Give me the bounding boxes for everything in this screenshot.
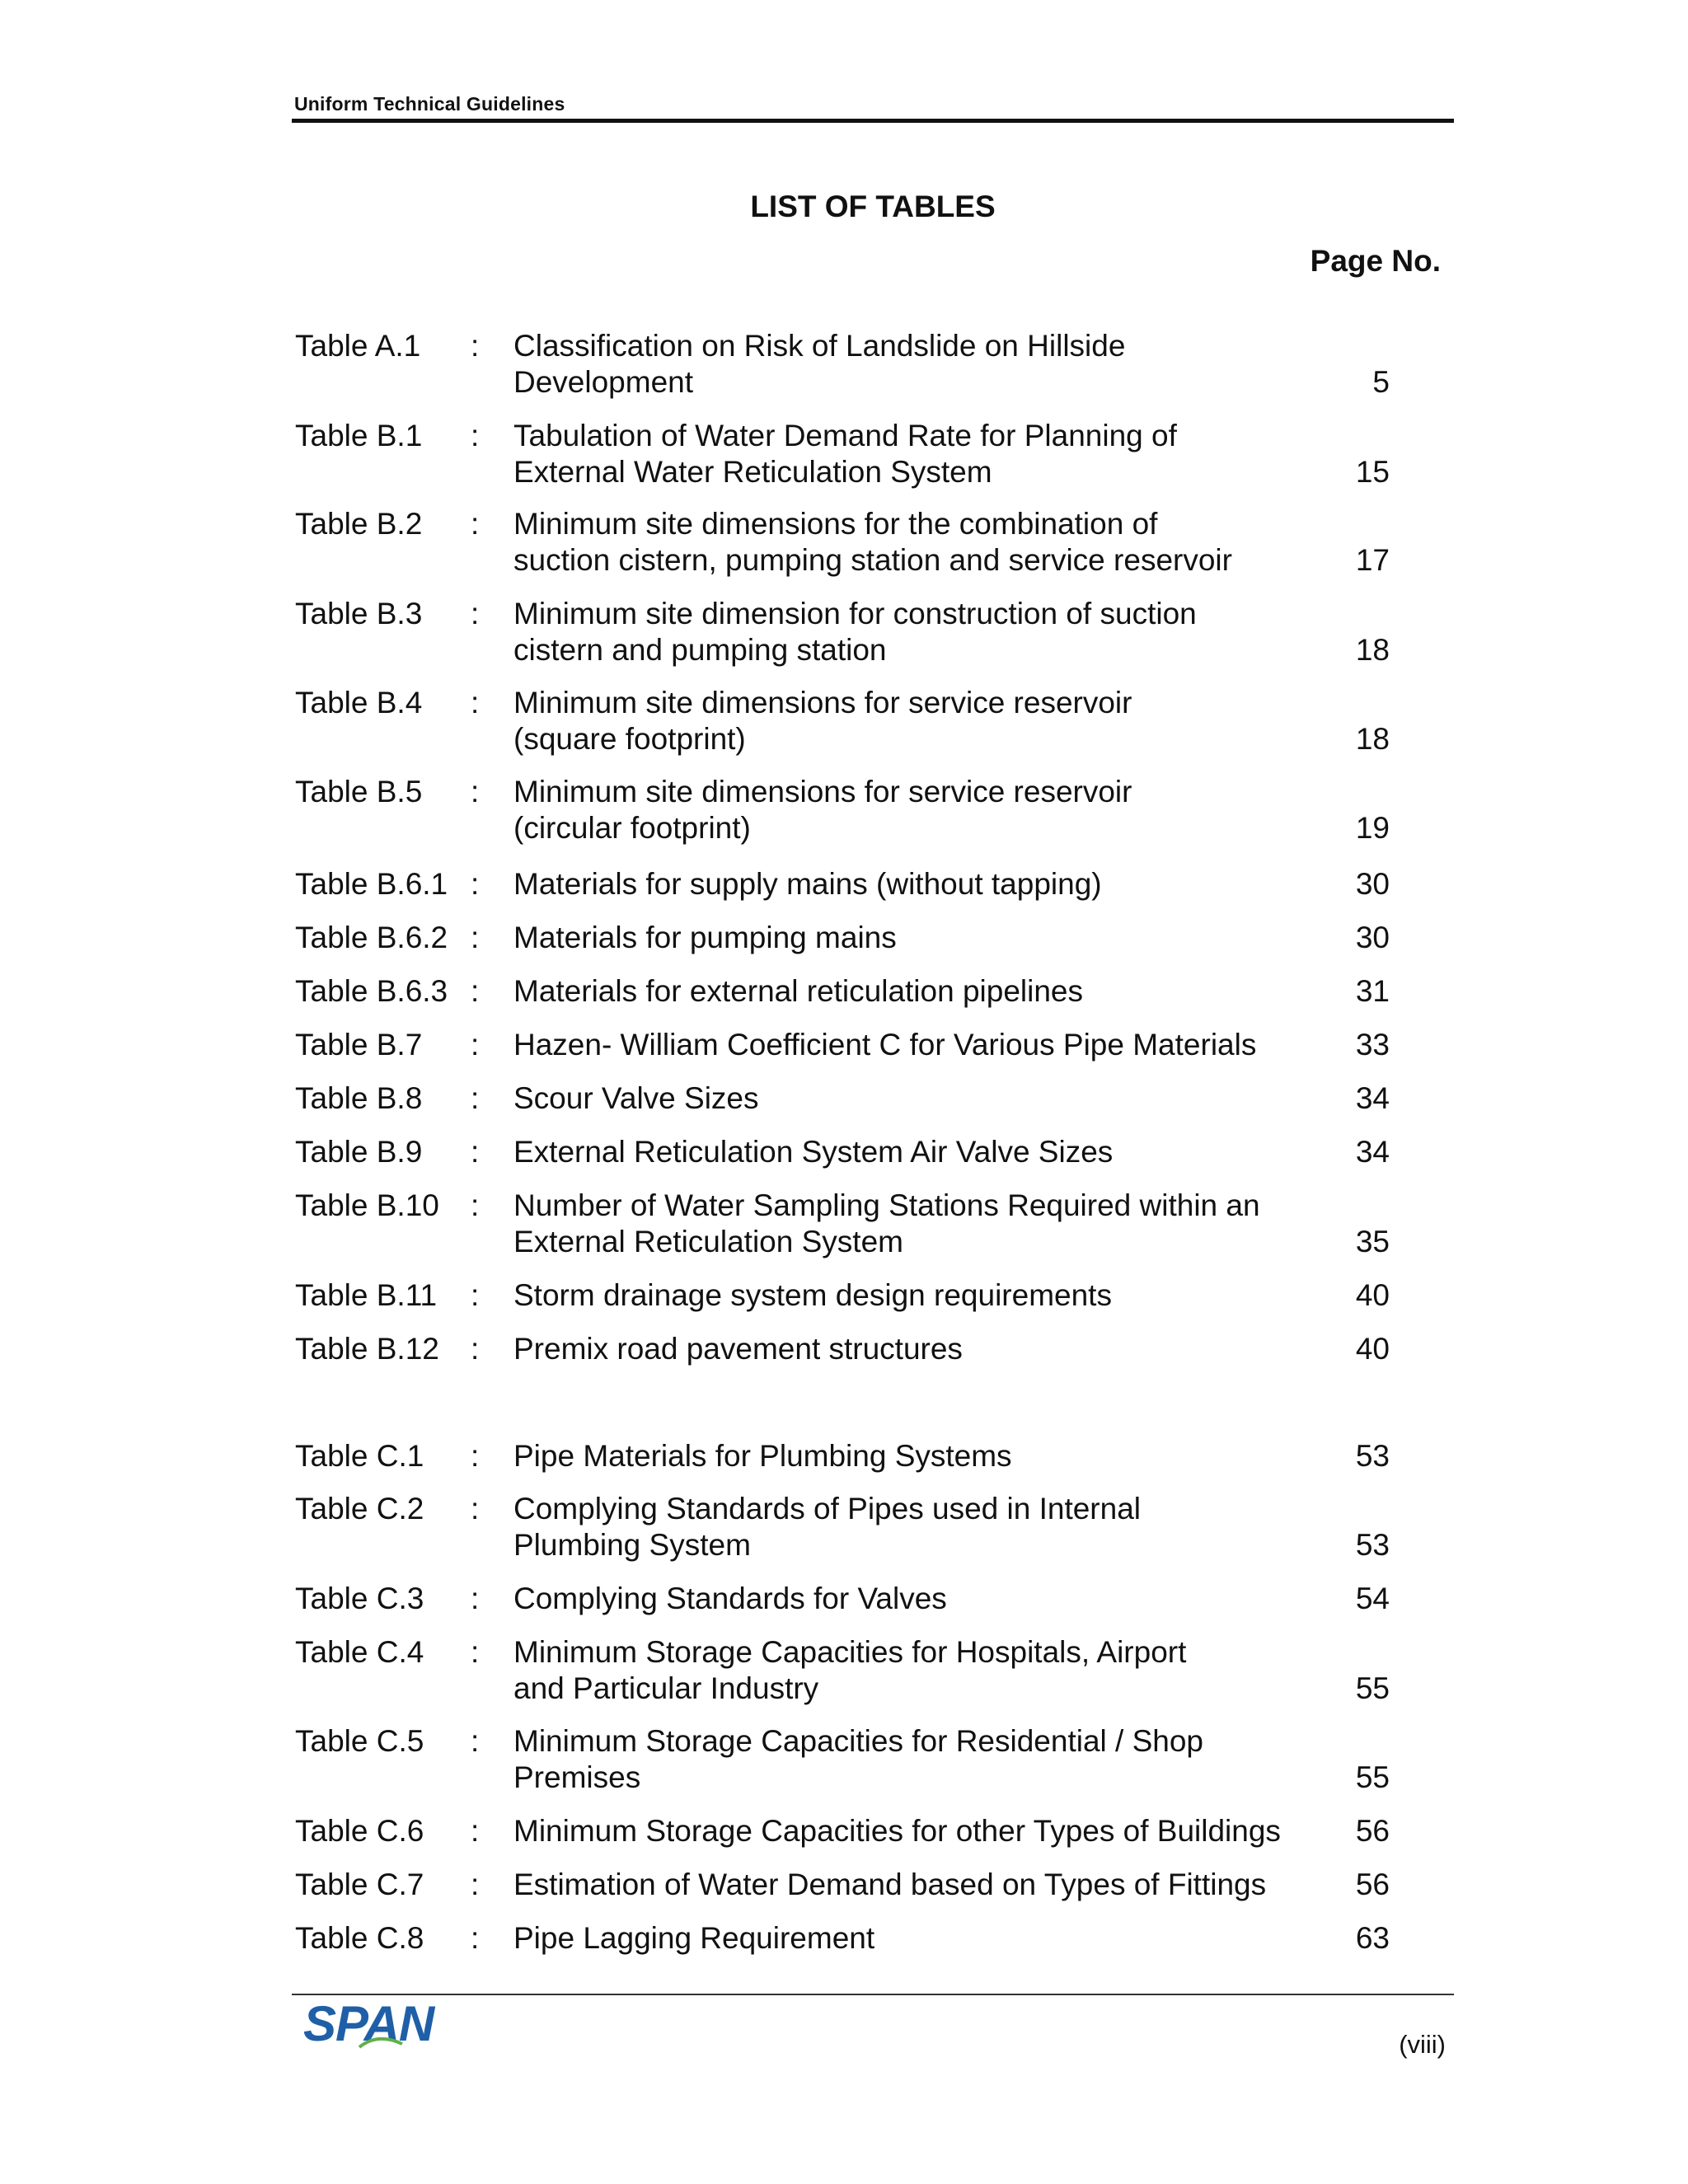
page-ref: 56 bbox=[1355, 1814, 1390, 1848]
table-title-line: Hazen- William Coefficient C for Various Pipe Materials bbox=[513, 1028, 1257, 1062]
table-title bbox=[513, 685, 1338, 757]
separator-colon: : bbox=[471, 775, 480, 808]
table-title-line: Minimum site dimensions for service reservoir bbox=[513, 686, 1132, 719]
table-title bbox=[513, 774, 1338, 846]
table-title bbox=[513, 1331, 1338, 1367]
table-title bbox=[513, 1134, 1338, 1170]
table-label: Table B.2 bbox=[295, 507, 423, 541]
page-ref: 54 bbox=[1355, 1582, 1390, 1615]
separator-colon: : bbox=[471, 1332, 480, 1366]
table-label: Table B.7 bbox=[295, 1028, 423, 1062]
table-title-line: Premises bbox=[513, 1760, 641, 1794]
separator-colon: : bbox=[471, 1081, 480, 1115]
table-label: Table B.4 bbox=[295, 686, 423, 719]
table-title-line: Complying Standards for Valves bbox=[513, 1582, 947, 1615]
header-rule bbox=[292, 119, 1454, 123]
table-title-line: suction cistern, pumping station and service reservoir bbox=[513, 543, 1232, 577]
separator-colon: : bbox=[471, 1439, 480, 1473]
table-label: Table C.8 bbox=[295, 1921, 424, 1955]
table-title-line: Materials for supply mains (without tapping) bbox=[513, 867, 1102, 901]
separator-colon: : bbox=[471, 1278, 480, 1312]
page-no-column-heading: Page No. bbox=[1310, 244, 1441, 278]
table-title bbox=[513, 1188, 1338, 1260]
table-label: Table B.12 bbox=[295, 1332, 439, 1366]
table-label: Table B.3 bbox=[295, 597, 423, 630]
page-ref: 18 bbox=[1355, 722, 1390, 756]
table-label: Table C.6 bbox=[295, 1814, 424, 1848]
separator-colon: : bbox=[471, 597, 480, 630]
separator-colon: : bbox=[471, 686, 480, 719]
table-title-line: Minimum Storage Capacities for other Types of Buildings bbox=[513, 1814, 1281, 1848]
table-label: Table B.6.3 bbox=[295, 974, 448, 1008]
table-title bbox=[513, 506, 1338, 579]
separator-colon: : bbox=[471, 507, 480, 541]
table-title bbox=[513, 1813, 1338, 1849]
page-number: (viii) bbox=[1399, 2030, 1446, 2059]
table-label: Table B.5 bbox=[295, 775, 423, 808]
page-ref: 55 bbox=[1355, 1671, 1390, 1705]
page-ref: 30 bbox=[1355, 867, 1390, 901]
separator-colon: : bbox=[471, 1921, 480, 1955]
separator-colon: : bbox=[471, 419, 480, 452]
table-label: Table B.8 bbox=[295, 1081, 423, 1115]
table-label: Table A.1 bbox=[295, 329, 421, 363]
table-title-line: Development bbox=[513, 365, 694, 399]
separator-colon: : bbox=[471, 1582, 480, 1615]
table-title-line: Minimum site dimensions for service reservoir bbox=[513, 775, 1132, 808]
separator-colon: : bbox=[471, 1188, 480, 1222]
page-ref: 33 bbox=[1355, 1028, 1390, 1062]
table-title-line: (square footprint) bbox=[513, 722, 746, 756]
table-title bbox=[513, 1920, 1338, 1957]
page-ref: 63 bbox=[1355, 1921, 1390, 1955]
table-title-line: External Reticulation System Air Valve Sizes bbox=[513, 1135, 1114, 1169]
span-logo bbox=[302, 1996, 446, 2052]
table-title bbox=[513, 920, 1338, 956]
table-title bbox=[513, 1080, 1338, 1117]
table-title-line: Minimum Storage Capacities for Hospitals, Airport bbox=[513, 1635, 1187, 1669]
table-title bbox=[513, 596, 1338, 668]
page-ref: 19 bbox=[1355, 811, 1390, 845]
table-label: Table C.2 bbox=[295, 1492, 424, 1526]
table-title-line: Materials for pumping mains bbox=[513, 921, 897, 954]
table-title-line: Plumbing System bbox=[513, 1528, 751, 1562]
table-label: Table B.1 bbox=[295, 419, 423, 452]
page-ref: 31 bbox=[1355, 974, 1390, 1008]
separator-colon: : bbox=[471, 1135, 480, 1169]
table-title-line: Number of Water Sampling Stations Required within an bbox=[513, 1188, 1260, 1222]
table-title bbox=[513, 1723, 1338, 1796]
page-ref: 35 bbox=[1355, 1225, 1390, 1258]
page-ref: 18 bbox=[1355, 633, 1390, 667]
separator-colon: : bbox=[471, 1814, 480, 1848]
separator-colon: : bbox=[471, 1492, 480, 1526]
separator-colon: : bbox=[471, 1635, 480, 1669]
separator-colon: : bbox=[471, 1028, 480, 1062]
separator-colon: : bbox=[471, 1868, 480, 1901]
table-title bbox=[513, 1027, 1338, 1063]
table-title bbox=[513, 1867, 1338, 1903]
table-label: Table B.6.1 bbox=[295, 867, 448, 901]
page-ref: 56 bbox=[1355, 1868, 1390, 1901]
table-title bbox=[513, 1438, 1338, 1474]
table-label: Table B.6.2 bbox=[295, 921, 448, 954]
table-title bbox=[513, 1277, 1338, 1314]
page-ref: 17 bbox=[1355, 543, 1390, 577]
table-title-line: External Reticulation System bbox=[513, 1225, 903, 1258]
table-title-line: Pipe Lagging Requirement bbox=[513, 1921, 875, 1955]
table-title-line: Materials for external reticulation pipelines bbox=[513, 974, 1084, 1008]
separator-colon: : bbox=[471, 974, 480, 1008]
table-title-line: Complying Standards of Pipes used in Internal bbox=[513, 1492, 1141, 1526]
page-ref: 55 bbox=[1355, 1760, 1390, 1794]
table-label: Table C.1 bbox=[295, 1439, 424, 1473]
span-logo-text: SPAN bbox=[303, 1996, 434, 2051]
table-title-line: Premix road pavement structures bbox=[513, 1332, 963, 1366]
header-title: Uniform Technical Guidelines bbox=[294, 93, 565, 115]
table-title bbox=[513, 1491, 1338, 1563]
table-title-line: Minimum site dimension for construction of suction bbox=[513, 597, 1197, 630]
table-title bbox=[513, 866, 1338, 902]
table-title-line: Estimation of Water Demand based on Types of Fittings bbox=[513, 1868, 1267, 1901]
page-ref: 34 bbox=[1355, 1135, 1390, 1169]
table-label: Table B.10 bbox=[295, 1188, 439, 1222]
table-title-line: External Water Reticulation System bbox=[513, 455, 992, 489]
table-title-line: (circular footprint) bbox=[513, 811, 751, 845]
table-title bbox=[513, 328, 1338, 401]
table-title bbox=[513, 1581, 1338, 1617]
table-title-line: Minimum site dimensions for the combination of bbox=[513, 507, 1158, 541]
page-ref: 53 bbox=[1355, 1528, 1390, 1562]
table-title-line: Scour Valve Sizes bbox=[513, 1081, 759, 1115]
separator-colon: : bbox=[471, 329, 480, 363]
table-title-line: and Particular Industry bbox=[513, 1671, 819, 1705]
table-title-line: Storm drainage system design requirements bbox=[513, 1278, 1112, 1312]
table-title-line: Tabulation of Water Demand Rate for Planning of bbox=[513, 419, 1177, 452]
table-label: Table C.5 bbox=[295, 1724, 424, 1758]
table-label: Table C.4 bbox=[295, 1635, 424, 1669]
separator-colon: : bbox=[471, 1724, 480, 1758]
table-label: Table B.11 bbox=[295, 1278, 438, 1312]
table-label: Table C.3 bbox=[295, 1582, 424, 1615]
page-ref: 40 bbox=[1355, 1278, 1390, 1312]
separator-colon: : bbox=[471, 921, 480, 954]
separator-colon: : bbox=[471, 867, 480, 901]
table-title bbox=[513, 973, 1338, 1010]
table-title-line: Classification on Risk of Landslide on Hillside bbox=[513, 329, 1126, 363]
page-title: LIST OF TABLES bbox=[750, 190, 996, 223]
page-ref: 53 bbox=[1355, 1439, 1390, 1473]
table-title bbox=[513, 1634, 1338, 1707]
table-label: Table B.9 bbox=[295, 1135, 423, 1169]
table-title bbox=[513, 418, 1338, 490]
table-title-line: Pipe Materials for Plumbing Systems bbox=[513, 1439, 1012, 1473]
page-ref: 40 bbox=[1355, 1332, 1390, 1366]
page-ref: 34 bbox=[1355, 1081, 1390, 1115]
table-title-line: Minimum Storage Capacities for Residential / Shop bbox=[513, 1724, 1203, 1758]
table-title-line: cistern and pumping station bbox=[513, 633, 887, 667]
page-ref: 5 bbox=[1372, 365, 1390, 399]
table-label: Table C.7 bbox=[295, 1868, 424, 1901]
footer-rule bbox=[292, 1994, 1454, 1995]
page-ref: 15 bbox=[1355, 455, 1390, 489]
page-ref: 30 bbox=[1355, 921, 1390, 954]
